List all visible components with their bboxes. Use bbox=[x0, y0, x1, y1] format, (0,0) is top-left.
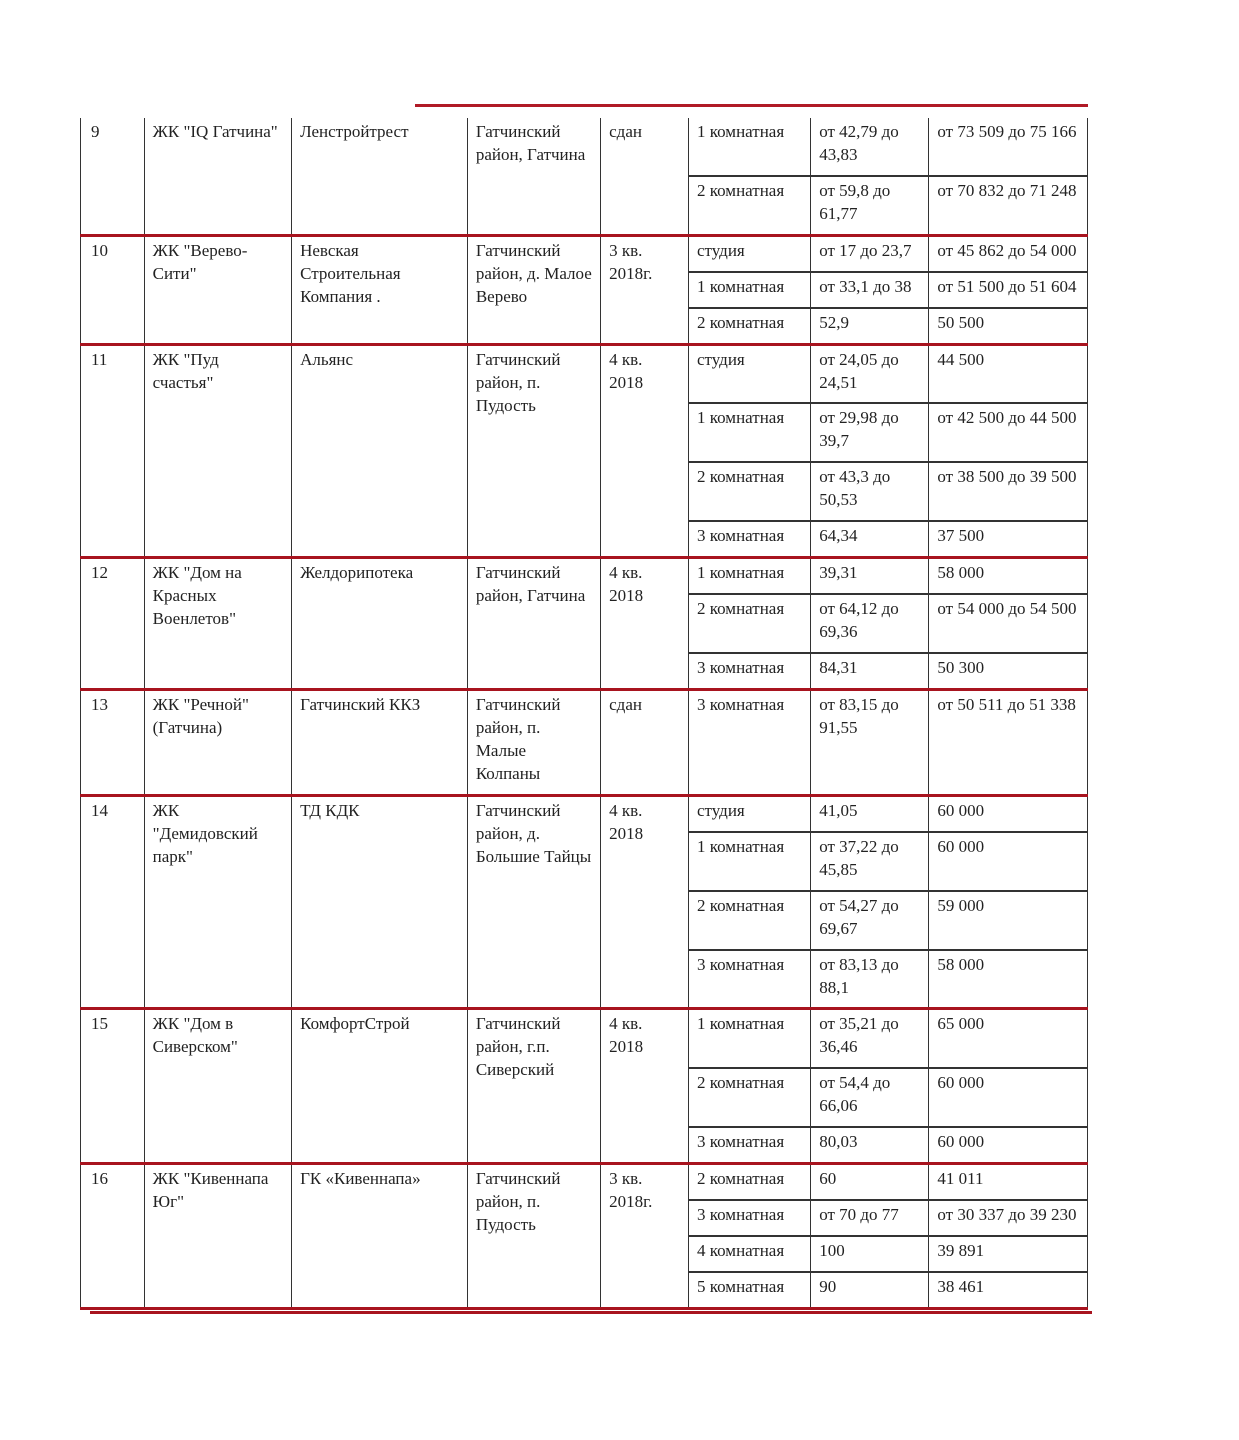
price-range: от 51 500 до 51 604 bbox=[929, 272, 1088, 308]
entry-number: 14 bbox=[81, 795, 145, 1009]
area-range: от 24,05 до 24,51 bbox=[811, 344, 929, 403]
price-range: 39 891 bbox=[929, 1236, 1088, 1272]
apartment-type: 1 комнатная bbox=[688, 403, 810, 462]
price-range: 59 000 bbox=[929, 891, 1088, 950]
completion-date: сдан bbox=[601, 689, 689, 795]
table-row bbox=[81, 689, 1088, 795]
developer-name: ТД КДК bbox=[292, 795, 468, 1009]
area-range: от 42,79 до 43,83 bbox=[811, 118, 929, 176]
table-row bbox=[81, 558, 1088, 594]
entry-number: 11 bbox=[81, 344, 145, 558]
area-range: от 37,22 до 45,85 bbox=[811, 832, 929, 891]
area-range: от 59,8 до 61,77 bbox=[811, 176, 929, 235]
developer-name: Ленстройтрест bbox=[292, 118, 468, 235]
developer-name: Желдорипотека bbox=[292, 558, 468, 690]
apartment-type: 2 комнатная bbox=[688, 594, 810, 653]
area-range: от 70 до 77 bbox=[811, 1200, 929, 1236]
location: Гатчинский район, г.п. Сиверский bbox=[467, 1009, 600, 1164]
apartment-type: 2 комнатная bbox=[688, 176, 810, 235]
completion-date: 4 кв. 2018 bbox=[601, 1009, 689, 1164]
document-page bbox=[80, 104, 1088, 1310]
apartment-type: 1 комнатная bbox=[688, 832, 810, 891]
table-body bbox=[81, 118, 1088, 1308]
area-range: 60 bbox=[811, 1164, 929, 1200]
apartment-type: 1 комнатная bbox=[688, 1009, 810, 1068]
area-range: от 54,27 до 69,67 bbox=[811, 891, 929, 950]
apartment-type: 5 комнатная bbox=[688, 1272, 810, 1308]
apartment-type: 3 комнатная bbox=[688, 521, 810, 557]
housing-table bbox=[80, 118, 1088, 1310]
complex-name: ЖК "Демидовский парк" bbox=[144, 795, 291, 1009]
area-range: 64,34 bbox=[811, 521, 929, 557]
price-range: от 38 500 до 39 500 bbox=[929, 462, 1088, 521]
entry-number: 10 bbox=[81, 235, 145, 344]
top-rule bbox=[415, 104, 1088, 107]
area-range: 100 bbox=[811, 1236, 929, 1272]
apartment-type: 3 комнатная bbox=[688, 1200, 810, 1236]
price-range: от 45 862 до 54 000 bbox=[929, 235, 1088, 271]
price-range: от 73 509 до 75 166 bbox=[929, 118, 1088, 176]
complex-name: ЖК "Кивеннапа Юг" bbox=[144, 1164, 291, 1309]
price-range: 58 000 bbox=[929, 950, 1088, 1009]
completion-date: 4 кв. 2018 bbox=[601, 558, 689, 690]
price-range: 50 500 bbox=[929, 308, 1088, 344]
entry-number: 13 bbox=[81, 689, 145, 795]
completion-date: 3 кв. 2018г. bbox=[601, 1164, 689, 1309]
price-range: 65 000 bbox=[929, 1009, 1088, 1068]
apartment-type: 3 комнатная bbox=[688, 689, 810, 795]
complex-name: ЖК "Дом на Красных Военлетов" bbox=[144, 558, 291, 690]
area-range: от 54,4 до 66,06 bbox=[811, 1068, 929, 1127]
price-range: 60 000 bbox=[929, 1127, 1088, 1163]
price-range: от 54 000 до 54 500 bbox=[929, 594, 1088, 653]
complex-name: ЖК "Пуд счастья" bbox=[144, 344, 291, 558]
area-range: от 33,1 до 38 bbox=[811, 272, 929, 308]
price-range: 38 461 bbox=[929, 1272, 1088, 1308]
apartment-type: 1 комнатная bbox=[688, 272, 810, 308]
area-range: от 35,21 до 36,46 bbox=[811, 1009, 929, 1068]
developer-name: КомфортСтрой bbox=[292, 1009, 468, 1164]
area-range: 39,31 bbox=[811, 558, 929, 594]
price-range: 50 300 bbox=[929, 653, 1088, 689]
complex-name: ЖК "IQ Гатчина" bbox=[144, 118, 291, 235]
apartment-type: 1 комнатная bbox=[688, 118, 810, 176]
price-range: 58 000 bbox=[929, 558, 1088, 594]
price-range: 37 500 bbox=[929, 521, 1088, 557]
table-row bbox=[81, 235, 1088, 271]
complex-name: ЖК "Дом в Сиверском" bbox=[144, 1009, 291, 1164]
area-range: 52,9 bbox=[811, 308, 929, 344]
location: Гатчинский район, п. Пудость bbox=[467, 1164, 600, 1309]
apartment-type: студия bbox=[688, 235, 810, 271]
developer-name: Альянс bbox=[292, 344, 468, 558]
apartment-type: 2 комнатная bbox=[688, 1164, 810, 1200]
price-range: от 30 337 до 39 230 bbox=[929, 1200, 1088, 1236]
price-range: от 70 832 до 71 248 bbox=[929, 176, 1088, 235]
area-range: 80,03 bbox=[811, 1127, 929, 1163]
completion-date: 3 кв. 2018г. bbox=[601, 235, 689, 344]
location: Гатчинский район, Гатчина bbox=[467, 118, 600, 235]
completion-date: 4 кв. 2018 bbox=[601, 795, 689, 1009]
apartment-type: 2 комнатная bbox=[688, 891, 810, 950]
area-range: от 29,98 до 39,7 bbox=[811, 403, 929, 462]
apartment-type: студия bbox=[688, 344, 810, 403]
completion-date: 4 кв. 2018 bbox=[601, 344, 689, 558]
area-range: 84,31 bbox=[811, 653, 929, 689]
area-range: от 17 до 23,7 bbox=[811, 235, 929, 271]
price-range: 41 011 bbox=[929, 1164, 1088, 1200]
area-range: от 83,13 до 88,1 bbox=[811, 950, 929, 1009]
entry-number: 16 bbox=[81, 1164, 145, 1309]
price-range: 60 000 bbox=[929, 1068, 1088, 1127]
apartment-type: 2 комнатная bbox=[688, 1068, 810, 1127]
area-range: 90 bbox=[811, 1272, 929, 1308]
developer-name: Гатчинский ККЗ bbox=[292, 689, 468, 795]
apartment-type: 2 комнатная bbox=[688, 308, 810, 344]
apartment-type: 4 комнатная bbox=[688, 1236, 810, 1272]
complex-name: ЖК "Верево-Сити" bbox=[144, 235, 291, 344]
developer-name: Невская Строительная Компания . bbox=[292, 235, 468, 344]
table-row bbox=[81, 1164, 1088, 1200]
entry-number: 12 bbox=[81, 558, 145, 690]
location: Гатчинский район, д. Малое Верево bbox=[467, 235, 600, 344]
area-range: 41,05 bbox=[811, 795, 929, 831]
apartment-type: 3 комнатная bbox=[688, 653, 810, 689]
location: Гатчинский район, Гатчина bbox=[467, 558, 600, 690]
bottom-rule bbox=[90, 1311, 1092, 1314]
developer-name: ГК «Кивеннапа» bbox=[292, 1164, 468, 1309]
price-range: 60 000 bbox=[929, 832, 1088, 891]
location: Гатчинский район, п. Пудость bbox=[467, 344, 600, 558]
location: Гатчинский район, д. Большие Тайцы bbox=[467, 795, 600, 1009]
table-row bbox=[81, 344, 1088, 403]
apartment-type: 3 комнатная bbox=[688, 1127, 810, 1163]
price-range: 60 000 bbox=[929, 795, 1088, 831]
table-row bbox=[81, 795, 1088, 831]
apartment-type: 3 комнатная bbox=[688, 950, 810, 1009]
area-range: от 64,12 до 69,36 bbox=[811, 594, 929, 653]
entry-number: 15 bbox=[81, 1009, 145, 1164]
price-range: 44 500 bbox=[929, 344, 1088, 403]
area-range: от 83,15 до 91,55 bbox=[811, 689, 929, 795]
table-row bbox=[81, 1009, 1088, 1068]
apartment-type: 1 комнатная bbox=[688, 558, 810, 594]
area-range: от 43,3 до 50,53 bbox=[811, 462, 929, 521]
complex-name: ЖК "Речной" (Гатчина) bbox=[144, 689, 291, 795]
price-range: от 50 511 до 51 338 bbox=[929, 689, 1088, 795]
location: Гатчинский район, п. Малые Колпаны bbox=[467, 689, 600, 795]
apartment-type: студия bbox=[688, 795, 810, 831]
price-range: от 42 500 до 44 500 bbox=[929, 403, 1088, 462]
table-row bbox=[81, 118, 1088, 176]
completion-date: сдан bbox=[601, 118, 689, 235]
entry-number: 9 bbox=[81, 118, 145, 235]
apartment-type: 2 комнатная bbox=[688, 462, 810, 521]
